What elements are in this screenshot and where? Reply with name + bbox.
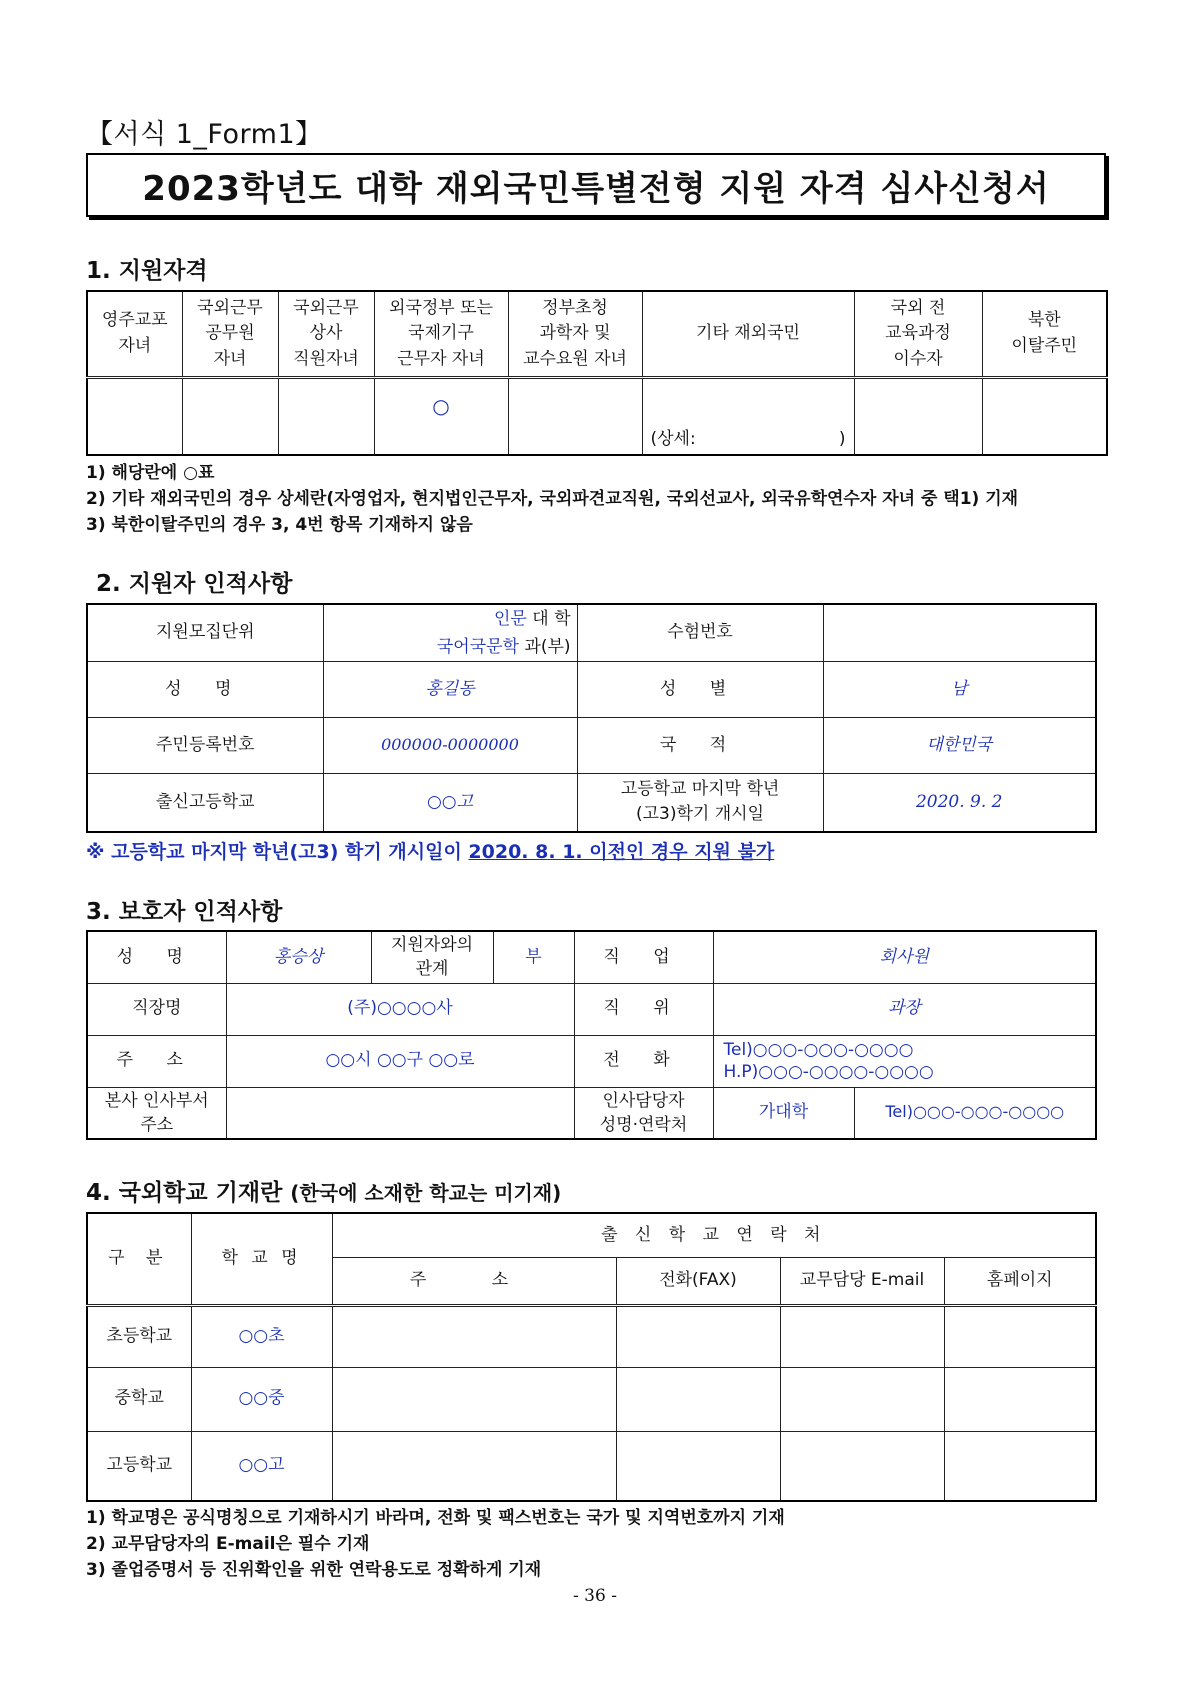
semester-label-line2: (고3)학기 개시일 xyxy=(635,804,765,825)
col-foreign-gov xyxy=(374,291,508,377)
guardian-position: 과장 xyxy=(887,998,921,1019)
unit-college-suffix: 대 학 xyxy=(532,609,571,629)
row-school[interactable] xyxy=(191,1431,332,1501)
semester-label-line1: 고등학교 마지막 학년 xyxy=(620,778,780,799)
note: 1) 해당란에 ○표 xyxy=(86,463,215,483)
name-value[interactable] xyxy=(323,662,577,718)
cell-invited-scientist[interactable] xyxy=(508,377,642,455)
eligibility-warning xyxy=(86,837,774,864)
relation-label xyxy=(371,931,493,983)
hr-name: 가대학 xyxy=(758,1102,809,1122)
school-label: 출신고등학교 xyxy=(87,774,323,832)
phone-label: 전 화 xyxy=(574,1035,713,1087)
guardian-table xyxy=(86,930,1097,1140)
phone-tel: Tel)○○○-○○○-○○○○ xyxy=(723,1040,914,1060)
table-row xyxy=(87,1431,1096,1501)
cell-overseas-official[interactable] xyxy=(182,377,278,455)
applicant-nation: 대한민국 xyxy=(926,734,993,755)
gender-value[interactable] xyxy=(823,662,1096,718)
applicant-table xyxy=(86,603,1097,833)
note: 3) 졸업증명서 등 진위확인을 위한 연락용도로 정확하게 기재 xyxy=(86,1560,542,1580)
section4-notes xyxy=(86,1505,785,1583)
col-label: 국외 전 교육과정 이수자 xyxy=(885,297,951,369)
row-homepage[interactable] xyxy=(944,1431,1096,1501)
applicant-name: 홍길동 xyxy=(425,678,475,699)
note: 2) 기타 재외국민의 경우 상세란(자영업자, 현지법인근무자, 국외파견교직원, 국외선교사, 외국유학연수자 자녀 중 택1) 기재 xyxy=(86,489,1019,509)
hq-label xyxy=(87,1087,226,1139)
page-number: - 36 - xyxy=(573,1586,617,1606)
guardian-name-label: 성 명 xyxy=(87,931,226,983)
relation: 부 xyxy=(525,946,542,967)
guardian-name: 홍승상 xyxy=(273,946,324,967)
col-type: 구 분 xyxy=(87,1213,191,1305)
eligibility-table xyxy=(86,290,1108,456)
relation-label-text: 지원자와의 관계 xyxy=(390,935,474,980)
col-permanent-resident xyxy=(87,291,182,377)
cell-permanent-resident[interactable] xyxy=(87,377,182,455)
row-email[interactable] xyxy=(780,1431,944,1501)
row-homepage[interactable] xyxy=(944,1367,1096,1431)
hq-value[interactable] xyxy=(226,1087,574,1139)
table-row xyxy=(87,1305,1096,1367)
section4-heading-note: (한국에 소재한 학교는 미기재) xyxy=(290,1181,562,1205)
name-label: 성 명 xyxy=(87,662,323,718)
cell-foreign-gov[interactable] xyxy=(374,377,508,455)
row-email[interactable] xyxy=(780,1305,944,1367)
unit-dept-suffix: 과(부) xyxy=(524,637,571,657)
warning-prefix: ※ 고등학교 마지막 학년(고3) 학기 개시일이 xyxy=(86,841,469,863)
col-overseas-official xyxy=(182,291,278,377)
school-value[interactable] xyxy=(323,774,577,832)
cell-other-overseas[interactable] xyxy=(642,377,854,455)
col-label: 북한 이탈주민 xyxy=(1011,310,1078,356)
relation-value[interactable] xyxy=(493,931,574,983)
section1-notes xyxy=(86,460,1018,538)
row-type: 고등학교 xyxy=(87,1431,191,1501)
section2-heading: 2. 지원자 인적사항 xyxy=(96,571,293,597)
row-school[interactable] xyxy=(191,1367,332,1431)
semester-date: 2020. 9. 2 xyxy=(915,791,1003,812)
gender-label: 성 별 xyxy=(577,662,823,718)
phone-hp: H.P)○○○-○○○○-○○○○ xyxy=(723,1062,934,1082)
row-homepage[interactable] xyxy=(944,1305,1096,1367)
col-contact: 출 신 학 교 연 락 처 xyxy=(332,1213,1096,1257)
section1-heading: 1. 지원자격 xyxy=(86,258,208,284)
col-label: 국외근무 상사 직원자녀 xyxy=(293,297,359,369)
semester-value[interactable] xyxy=(823,774,1096,832)
col-other-overseas xyxy=(642,291,854,377)
row-school[interactable] xyxy=(191,1305,332,1367)
school-name: ○○중 xyxy=(238,1388,285,1409)
cell-north-defector[interactable] xyxy=(982,377,1107,455)
hr-label xyxy=(574,1087,713,1139)
semester-label xyxy=(577,774,823,832)
col-address: 주 소 xyxy=(332,1257,616,1305)
address-label: 주 소 xyxy=(87,1035,226,1087)
hr-label-text: 인사담당자 성명·연락처 xyxy=(599,1090,688,1135)
school-name: ○○고 xyxy=(238,1455,285,1475)
nation-value[interactable] xyxy=(823,718,1096,774)
col-label: 영주교포 자녀 xyxy=(101,310,168,356)
address-value[interactable] xyxy=(226,1035,574,1087)
row-address[interactable] xyxy=(332,1431,616,1501)
applicant-id: 000000-0000000 xyxy=(381,734,519,754)
table-row xyxy=(87,1367,1096,1431)
detail-label: (상세: xyxy=(650,428,696,449)
note: 1) 학교명은 공식명칭으로 기재하시기 바라며, 전화 및 팩스번호는 국가 및 지역번호까지 기재 xyxy=(86,1508,785,1528)
job-label: 직 업 xyxy=(574,931,713,983)
guardian-address: ○○시 ○○구 ○○로 xyxy=(325,1050,475,1071)
col-label: 정부초청 과학자 및 교수요원 자녀 xyxy=(523,297,627,369)
id-label: 주민등록번호 xyxy=(87,718,323,774)
section3-heading: 3. 보호자 인적사항 xyxy=(86,899,283,925)
col-full-curriculum xyxy=(854,291,982,377)
row-phone[interactable] xyxy=(616,1305,780,1367)
hr-name-value[interactable] xyxy=(713,1087,854,1139)
note: 2) 교무담당자의 E-mail은 필수 기재 xyxy=(86,1534,370,1554)
cell-overseas-company[interactable] xyxy=(278,377,374,455)
warning-deadline: 2020. 8. 1. 이전인 경우 지원 불가 xyxy=(468,841,775,863)
applicant-gender: 남 xyxy=(951,678,968,699)
document-title: 2023학년도 대학 재외국민특별전형 지원 자격 심사신청서 xyxy=(86,153,1106,217)
unit-label: 지원모집단위 xyxy=(87,604,323,662)
company-value[interactable] xyxy=(226,983,574,1035)
id-value[interactable] xyxy=(323,718,577,774)
col-phone: 전화(FAX) xyxy=(616,1257,780,1305)
nation-label: 국 적 xyxy=(577,718,823,774)
section4-heading-text: 4. 국외학교 기재란 xyxy=(86,1180,291,1206)
guardian-job: 회사원 xyxy=(879,946,929,967)
row-type: 초등학교 xyxy=(87,1305,191,1367)
hq-label-text: 본사 인사부서 주소 xyxy=(104,1090,209,1135)
row-address[interactable] xyxy=(332,1367,616,1431)
foreign-school-table xyxy=(86,1212,1097,1502)
school-name: ○○초 xyxy=(238,1325,285,1346)
col-label: 기타 재외국민 xyxy=(696,323,800,343)
position-value[interactable] xyxy=(713,983,1096,1035)
unit-college: 인문 xyxy=(493,609,527,629)
col-overseas-company xyxy=(278,291,374,377)
col-label: 국외근무 공무원 자녀 xyxy=(197,297,263,369)
phone-value[interactable] xyxy=(713,1035,1096,1087)
col-school: 학 교 명 xyxy=(191,1213,332,1305)
row-email[interactable] xyxy=(780,1367,944,1431)
company-label: 직장명 xyxy=(87,983,226,1035)
company-name: (주)○○○○사 xyxy=(347,998,453,1019)
unit-value[interactable] xyxy=(323,604,577,662)
job-value[interactable] xyxy=(713,931,1096,983)
cell-full-curriculum[interactable] xyxy=(854,377,982,455)
section4-heading xyxy=(86,1174,561,1207)
note: 3) 북한이탈주민의 경우 3, 4번 항목 기재하지 않음 xyxy=(86,515,473,535)
row-phone[interactable] xyxy=(616,1367,780,1431)
col-north-defector xyxy=(982,291,1107,377)
col-email: 교무담당 E-mail xyxy=(780,1257,944,1305)
applicant-school: ○○고 xyxy=(426,791,474,812)
col-label: 외국정부 또는 국제기구 근무자 자녀 xyxy=(389,297,493,369)
row-address[interactable] xyxy=(332,1305,616,1367)
exam-value[interactable] xyxy=(823,604,1096,662)
exam-label: 수험번호 xyxy=(577,604,823,662)
form-label: 【서식 1_Form1】 xyxy=(86,119,323,150)
row-type: 중학교 xyxy=(87,1367,191,1431)
hr-tel: Tel)○○○-○○○-○○○○ xyxy=(885,1102,1065,1121)
position-label: 직 위 xyxy=(574,983,713,1035)
unit-dept: 국어국문학 xyxy=(436,637,519,657)
row-phone[interactable] xyxy=(616,1431,780,1501)
hr-tel-value[interactable] xyxy=(854,1087,1096,1139)
col-homepage: 홈페이지 xyxy=(944,1257,1096,1305)
guardian-name-value[interactable] xyxy=(226,931,371,983)
col-invited-scientist xyxy=(508,291,642,377)
detail-close: ) xyxy=(838,428,846,449)
selection-mark: ○ xyxy=(432,394,450,418)
